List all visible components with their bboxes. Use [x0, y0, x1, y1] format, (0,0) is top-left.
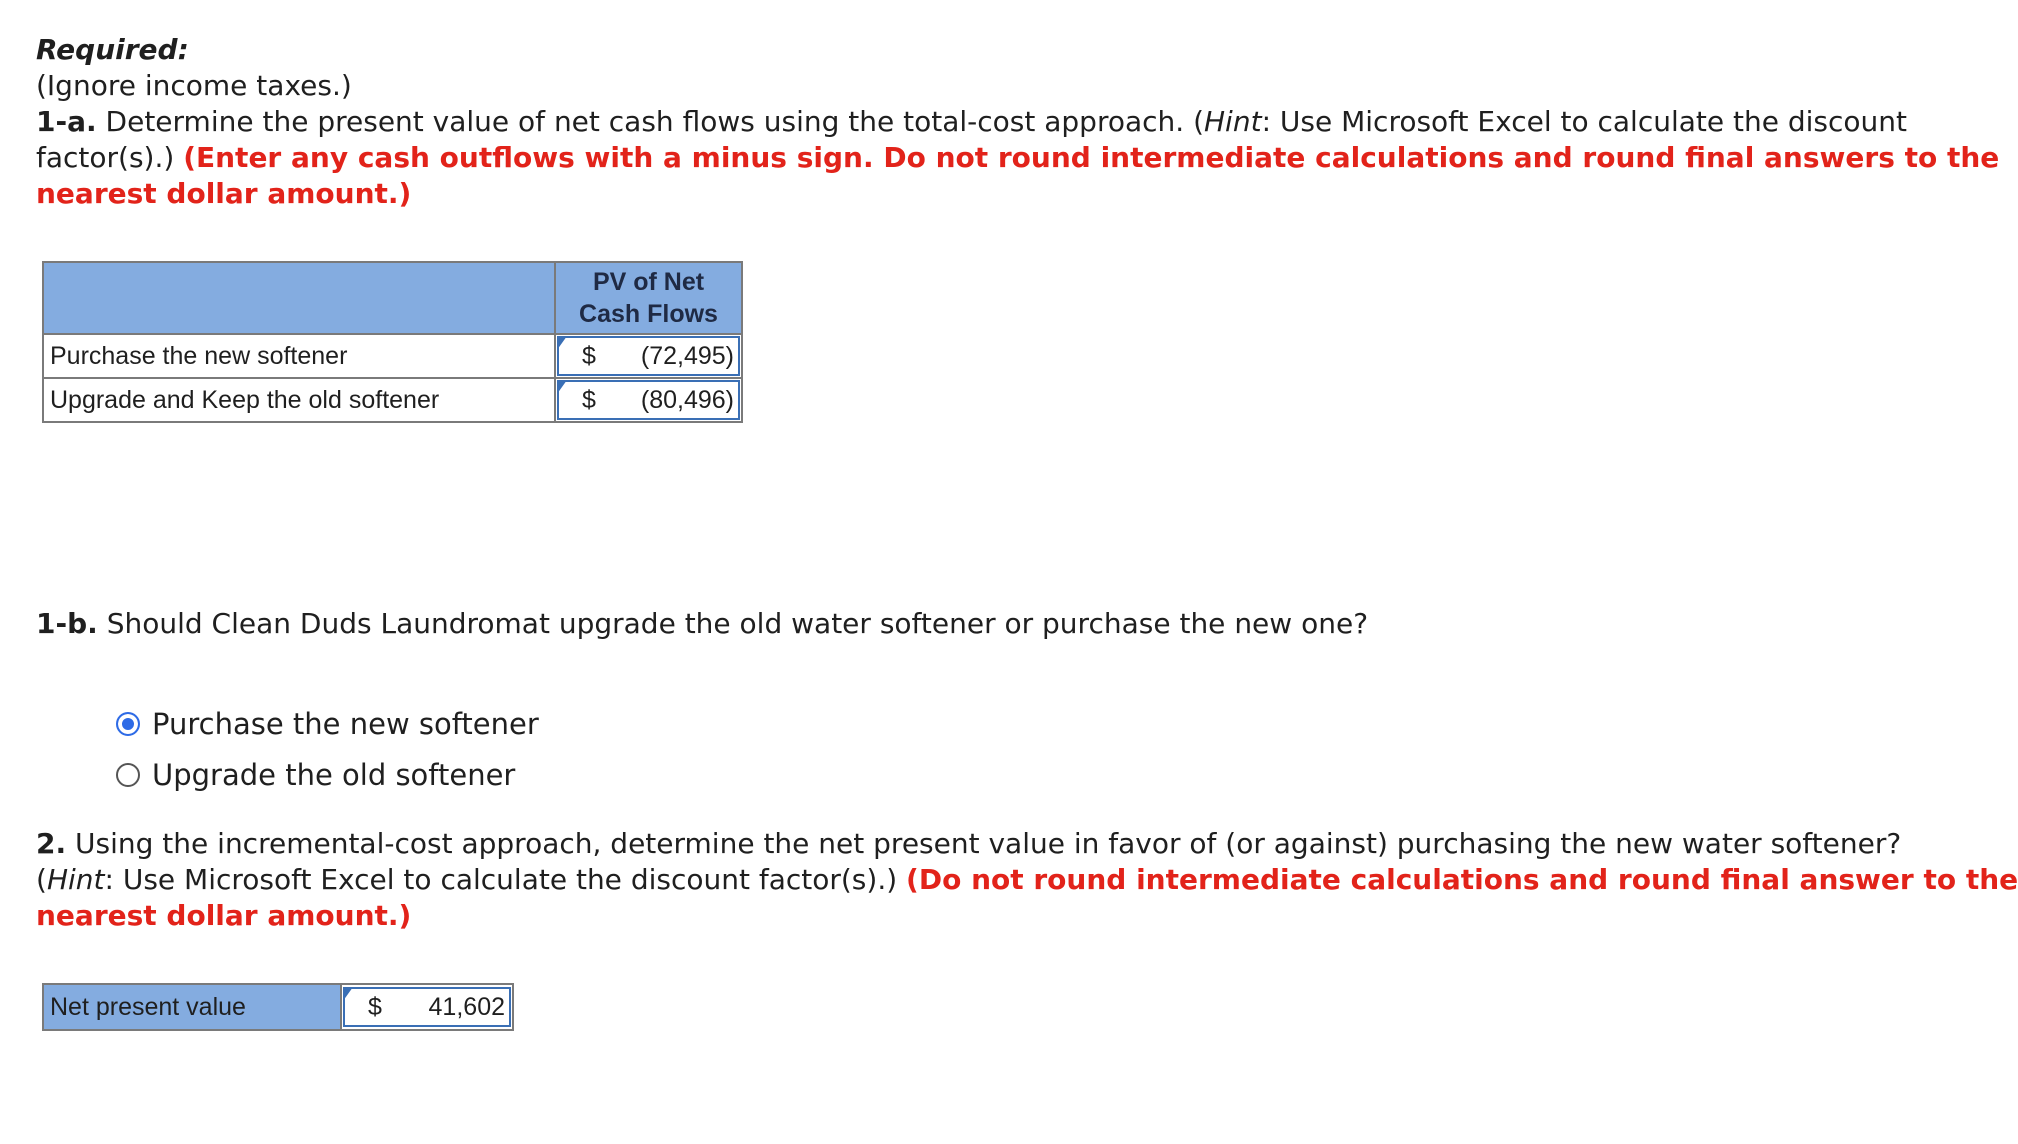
input-flag-icon: [557, 336, 567, 350]
question-1a-instruction-cont: nearest dollar amount.): [36, 177, 412, 210]
question-2-paren: (: [36, 863, 47, 896]
npv-input[interactable]: [343, 987, 511, 1027]
pv-upgrade-cell[interactable]: [555, 378, 742, 422]
npv-label: Net present value: [43, 984, 341, 1030]
option-upgrade-label[interactable]: Upgrade the old softener: [152, 758, 516, 792]
pv-table-header-blank: [43, 262, 555, 334]
pv-purchase-value: (72,495): [640, 341, 734, 370]
radio-selected-icon[interactable]: [116, 712, 140, 736]
currency-symbol: $: [582, 385, 596, 414]
pv-table-column-header: [555, 262, 742, 334]
question-1b-label: 1-b.: [36, 607, 98, 640]
question-2-label: 2.: [36, 827, 67, 860]
row-label-purchase: Purchase the new softener: [43, 334, 555, 378]
question-1a-line1: [36, 104, 1907, 140]
currency-symbol: $: [582, 341, 596, 370]
pv-upgrade-value: (80,496): [640, 385, 734, 414]
pv-column-header-line2: Cash Flows: [579, 300, 718, 328]
pv-table: [42, 261, 743, 423]
table-row: [43, 334, 742, 378]
hint-label: Hint: [1204, 105, 1262, 138]
question-1a-line2: [36, 140, 1999, 176]
question-2-line2: [36, 862, 2018, 898]
option-purchase-label[interactable]: Purchase the new softener: [152, 707, 539, 741]
pv-upgrade-input[interactable]: [557, 380, 740, 420]
question-2-hint-text: : Use Microsoft Excel to calculate the discount factor(s).): [104, 863, 907, 896]
radio-unselected-icon[interactable]: [116, 763, 140, 787]
row-label-upgrade: Upgrade and Keep the old softener: [43, 378, 555, 422]
option-upgrade[interactable]: [116, 757, 515, 793]
question-1b-text: Should Clean Duds Laundromat upgrade the old water softener or purchase the new one?: [97, 607, 1369, 640]
table-row: [43, 984, 513, 1030]
pv-purchase-input[interactable]: [557, 336, 740, 376]
currency-symbol: $: [368, 992, 382, 1021]
required-heading: Required:: [36, 33, 189, 66]
table-row: [43, 378, 742, 422]
question-2-instruction-cont: nearest dollar amount.): [36, 899, 412, 932]
question-2-instruction: (Do not round intermediate calculations and round final answer to the: [906, 863, 2018, 896]
question-1a-text-cont: factor(s).): [36, 141, 184, 174]
question-1a-instruction: (Enter any cash outflows with a minus sign. Do not round intermediate calculations and round final answers to the: [183, 141, 2000, 174]
input-flag-icon: [557, 380, 567, 394]
question-1b: [36, 606, 1368, 642]
pv-purchase-cell[interactable]: [555, 334, 742, 378]
hint-label: Hint: [46, 863, 105, 896]
pv-column-header-line1: PV of Net: [592, 268, 705, 296]
question-2-line1: [36, 826, 1901, 862]
npv-cell[interactable]: [341, 984, 513, 1030]
question-1a-label: 1-a.: [36, 105, 97, 138]
option-purchase[interactable]: [116, 706, 539, 742]
input-flag-icon: [343, 987, 353, 1001]
npv-table: [42, 983, 514, 1031]
question-1a-text: Determine the present value of net cash flows using the total-cost approach. (: [96, 105, 1204, 138]
npv-value: 41,602: [428, 992, 505, 1021]
ignore-taxes-note: (Ignore income taxes.): [36, 69, 352, 102]
question-2-text: Using the incremental-cost approach, determine the net present value in favor of (or against) purchasing the new water softener?: [66, 827, 1902, 860]
question-1a-hint-text: : Use Microsoft Excel to calculate the discount: [1261, 105, 1908, 138]
